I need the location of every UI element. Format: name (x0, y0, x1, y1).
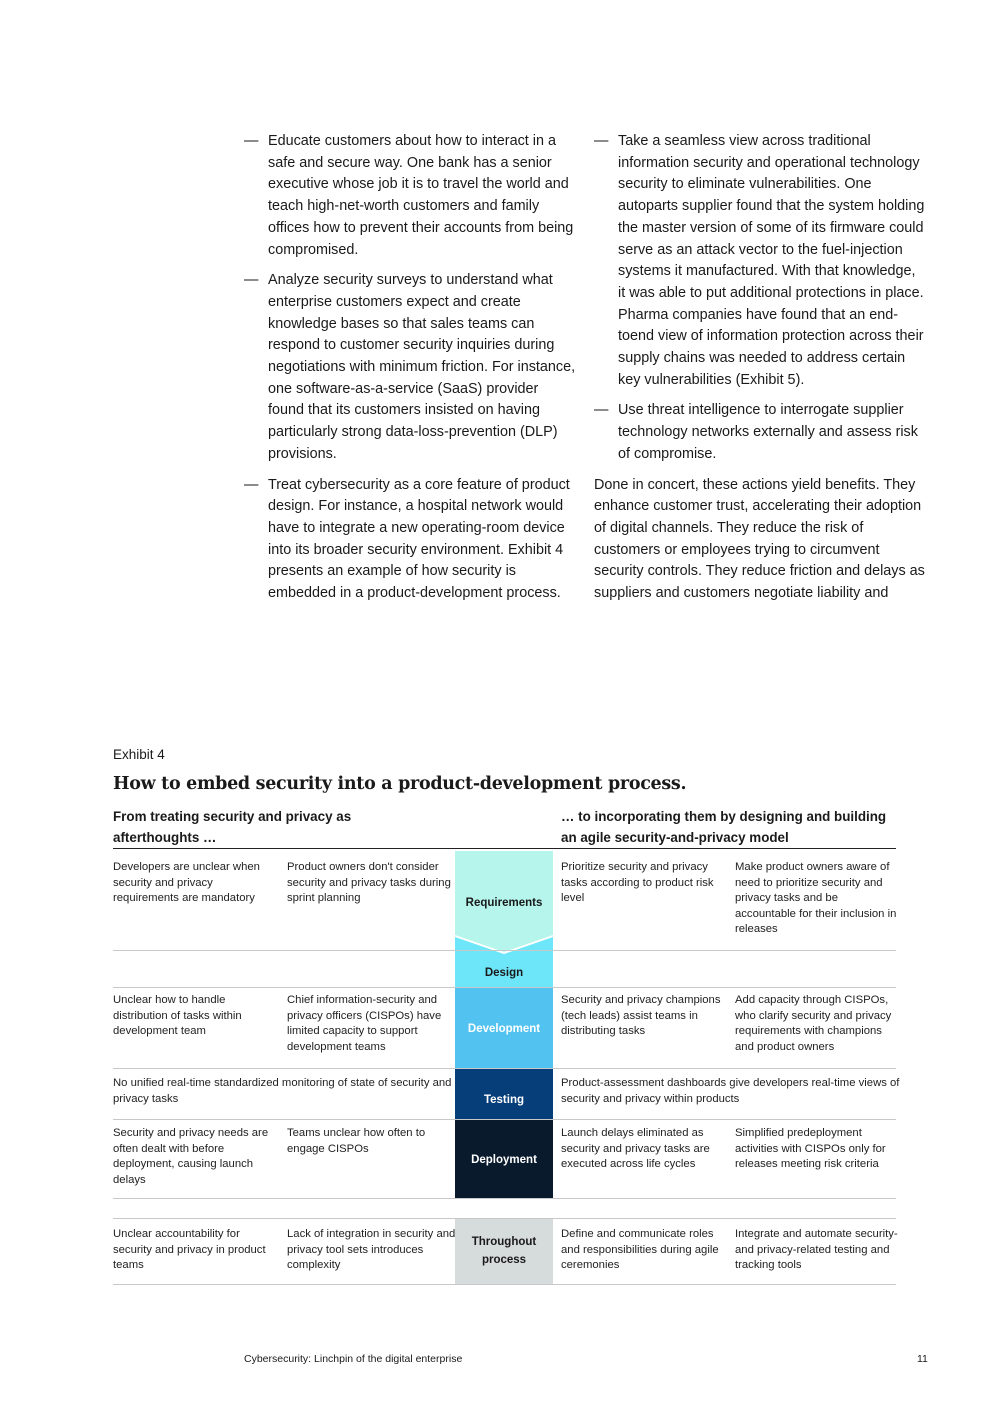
bullet-text: Analyze security surveys to understand what enterprise customers expect and create knowledge bases so that sales teams can respond to customer security inquiries during negotiations with minimum friction. For instance, one software-as-a-service (SaaS) provider found that its customers insisted on having particularly strong data-loss-prevention (DLP) provisions. (268, 272, 576, 462)
cell-before-1: Unclear accountability for security and privacy in product teams (113, 1228, 266, 1272)
stage-label-development: Development (467, 1023, 541, 1035)
cell-before-2: Chief information-security and privacy officers (CISPOs) have limited capacity to support development teams (287, 994, 442, 1053)
bullet-text: Educate customers about how to interact in a safe and secure way. One bank has a senior executive whose job it is to travel the world and teach high-net-worth customers and family offices how to prevent their accounts from being compromised. (268, 133, 574, 258)
cell-after-span: Product-assessment dashboards give developers real-time views of security and privacy within products (561, 1077, 900, 1105)
cell-before-1: Unclear how to handle distribution of tasks within development team (113, 994, 242, 1038)
cell-after-1: Define and communicate roles and responsibilities during agile ceremonies (561, 1228, 719, 1272)
stage-label-deployment: Deployment (471, 1154, 537, 1166)
exhibit-label: Exhibit 4 (113, 747, 165, 762)
cell-before-1: Security and privacy needs are often dealt with before deployment, causing launch delays (113, 1127, 269, 1186)
cell-after-2: Add capacity through CISPOs, who clarify security and privacy requirements with champions and product owners (735, 994, 892, 1053)
cell-after-1: Security and privacy champions (tech leads) assist teams in distributing tasks (561, 994, 721, 1038)
dash-marker: — (244, 272, 259, 289)
exhibit-title: How to embed security into a product-development process. (113, 774, 687, 794)
body-paragraph: Done in concert, these actions yield benefits. They enhance customer trust, accelerating their adoption of digital channels. They reduce the risk of customers or employees trying to circumvent security controls. They reduce friction and delays as suppliers and customers negotiate liability and (594, 476, 925, 602)
stage-label-requirements: Requirements (465, 897, 543, 909)
cell-before-span: No unified real-time standardized monitoring of state of security and privacy tasks (113, 1077, 452, 1105)
dash-marker: — (594, 402, 609, 419)
cell-after-2: Make product owners aware of need to prioritize security and privacy tasks and be accountable for their inclusion in releases (735, 861, 897, 936)
bullet-text: Treat cybersecurity as a core feature of product design. For instance, a hospital network would have to integrate a new operating-room device into its broader security environment. Exhibit 4 presents an example of how security is embedded in a product-development process. (268, 476, 570, 602)
cell-before-2: Lack of integration in security and privacy tool sets introduces complexity (287, 1228, 456, 1272)
stage-label-throughout: Throughout process (471, 1236, 537, 1266)
stage-label-design: Design (484, 967, 524, 979)
page-number: 11 (917, 1353, 928, 1365)
exhibit-header-after: … to incorporating them by designing and building an agile security-and-privacy model (561, 809, 887, 845)
bullet-text: Use threat intelligence to interrogate supplier technology networks externally and assess risk of compromise. (618, 402, 918, 462)
exhibit-header-before: From treating security and privacy as afterthoughts … (113, 809, 352, 845)
cell-before-2: Product owners don't consider security and privacy tasks during sprint planning (287, 861, 451, 905)
cell-after-2: Simplified predeployment activities with CISPOs only for releases meeting risk criteria (735, 1127, 886, 1171)
table-row-development (113, 988, 896, 1069)
cell-after-1: Launch delays eliminated as security and privacy tasks are executed across life cycles (561, 1127, 710, 1171)
table-row-deployment (113, 1120, 896, 1199)
table-row-testing (113, 1069, 900, 1120)
dash-marker: — (244, 476, 259, 493)
dash-marker: — (594, 133, 609, 149)
table-row-requirements (113, 851, 896, 951)
cell-after-2: Integrate and automate security- and privacy-related testing and tracking tools (735, 1228, 898, 1272)
table-row-throughout (113, 1219, 896, 1285)
cell-before-2: Teams unclear how often to engage CISPOs (287, 1127, 426, 1155)
cell-before-1: Developers are unclear when security and privacy requirements are mandatory (113, 861, 260, 905)
bullet-text: Take a seamless view across traditional information security and operational technology security to eliminate vulnerabilities. One autoparts supplier found that the system holding the master version of some of its firmware could serve as an attack vector to the fuel-injection systems it manufactured. With that knowledge, it was able to put additional protections in place. Pharma companies have found that an end-toend view of information protection across their supply chains was needed to address certain key vulnerabilities (Exhibit 5). (618, 133, 925, 388)
table-row-design (113, 951, 896, 988)
cell-after-1: Prioritize security and privacy tasks according to product risk level (561, 861, 714, 905)
stage-label-testing: Testing (483, 1094, 525, 1106)
dash-marker: — (244, 133, 259, 149)
footer-title: Cybersecurity: Linchpin of the digital enterprise (244, 1353, 463, 1365)
